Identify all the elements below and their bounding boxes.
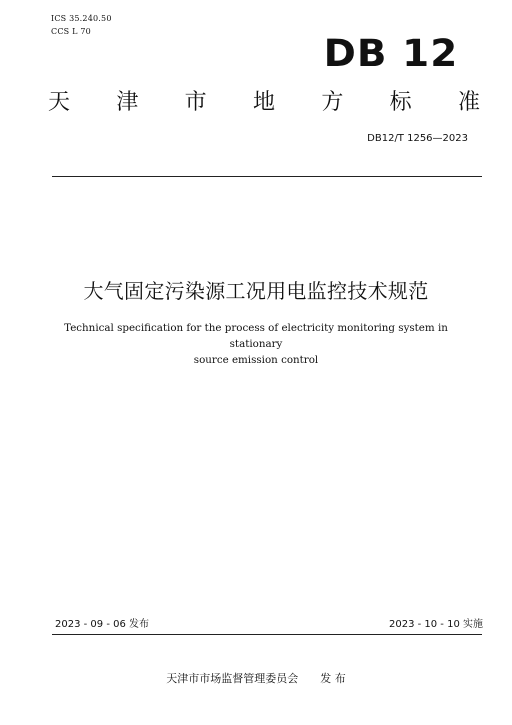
issuer-name: 天津市市场监督管理委员会	[166, 672, 299, 685]
ics-code: ICS 35.240.50	[51, 14, 112, 23]
title-english-line-2: source emission control	[193, 354, 319, 366]
standard-type-char: 地	[252, 90, 275, 115]
title-english-line-1: Technical specification for the process of electricity monitoring system in stationary	[64, 322, 448, 350]
issuer-action: 发 布	[320, 672, 346, 685]
standard-type-char: 方	[321, 90, 344, 115]
standard-type-heading	[48, 90, 480, 116]
document-title-chinese: 大气固定污染源工况用电监控技术规范	[83, 279, 429, 303]
standard-type-char: 市	[184, 90, 207, 115]
standard-type-char: 津	[116, 90, 139, 115]
issue-date: 2023 - 09 - 06 发布	[55, 619, 150, 630]
standard-type-char: 标	[389, 90, 412, 115]
standard-logo: DB 12	[323, 32, 458, 75]
top-divider	[52, 176, 482, 177]
ccs-code: CCS L 70	[51, 27, 91, 36]
standard-number: DB12/T 1256—2023	[367, 133, 468, 144]
issuer-line	[0, 672, 512, 686]
implementation-date: 2023 - 10 - 10 实施	[388, 619, 483, 630]
standard-type-char: 准	[457, 90, 480, 115]
bottom-divider	[52, 634, 482, 635]
standard-type-char: 天	[48, 90, 71, 115]
document-title-english	[40, 320, 472, 368]
